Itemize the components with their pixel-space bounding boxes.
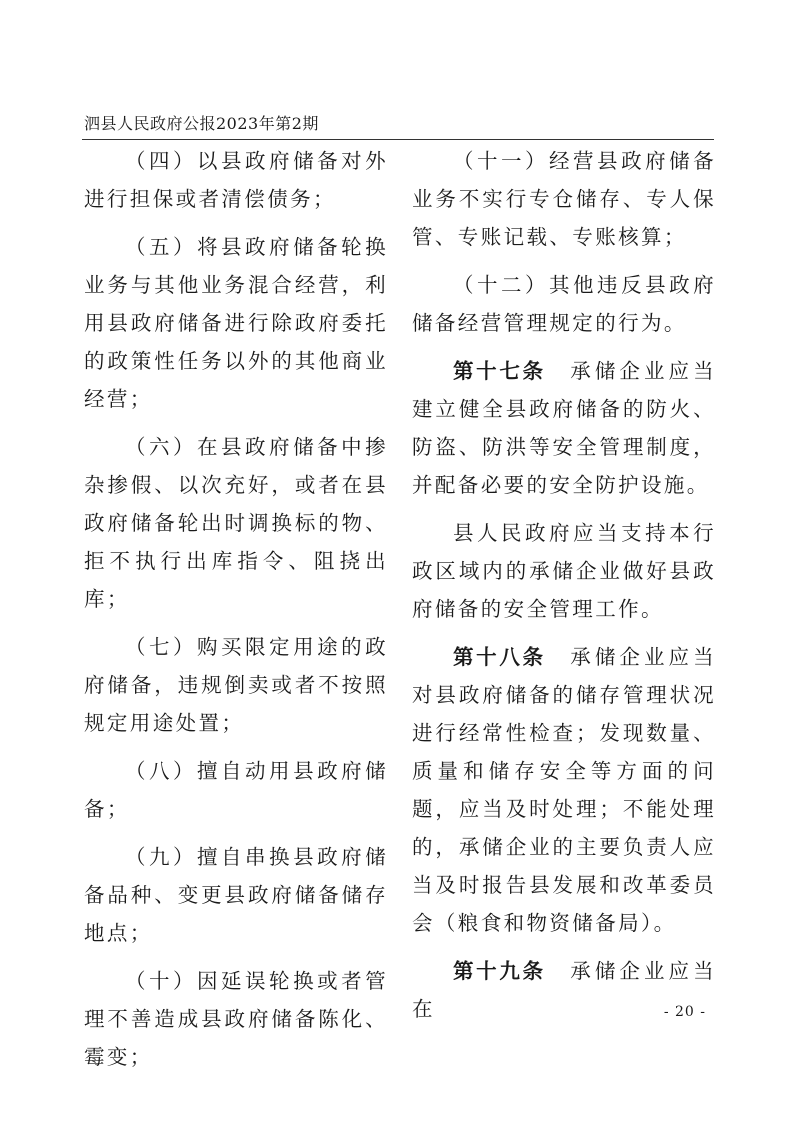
right-column — [412, 142, 716, 1038]
paragraph: （四）以县政府储备对外进行担保或者清偿债务； — [84, 149, 388, 211]
article-heading: 第十九条 — [453, 959, 546, 983]
article-heading: 第十八条 — [453, 645, 546, 669]
page-number: - 20 - — [663, 1004, 706, 1020]
paragraph — [412, 142, 716, 256]
paragraph: （七）购买限定用途的政府储备，违规倒卖或者不按照规定用途处置； — [84, 635, 388, 735]
paragraph-text: 承储企业应当对县政府储备的储存管理状况进行经常性检查；发现数量、质量和储存安全等方面的问题，应当及时处理；不能处理的，承储企业的主要负责人应当及时报告县发展和改革委员会（粮食和物资储备局）。 — [412, 645, 717, 935]
paragraph: （九）擅自串换县政府储备品种、变更县政府储备储存地点； — [84, 845, 388, 945]
article-paragraph — [412, 352, 716, 504]
paragraph: （五）将县政府储备轮换业务与其他业务混合经营，利用县政府储备进行除政府委托的政策性任务以外的其他商业经营； — [84, 235, 388, 411]
header-divider — [82, 139, 714, 140]
paragraph: （八）擅自动用县政府储备； — [84, 759, 388, 821]
paragraph-text: （十二）其他违反县政府储备经营管理规定的行为。 — [412, 273, 716, 335]
article-heading: 第十七条 — [453, 359, 546, 383]
left-column — [84, 142, 388, 1086]
paragraph — [412, 266, 716, 342]
paragraph-text: 承储企业应当在 — [412, 959, 717, 1021]
paragraph-text: 县人民政府应当支持本行政区域内的承储企业做好县政府储备的安全管理工作。 — [412, 521, 716, 621]
paragraph-text: 承储企业应当建立健全县政府储备的防火、防盗、防洪等安全管理制度，并配备必要的安全防护设施。 — [412, 359, 717, 497]
paragraph: （十）因延误轮换或者管理不善造成县政府储备陈化、霉变； — [84, 969, 388, 1069]
article-paragraph — [412, 638, 716, 942]
header-title: 泗县人民政府公报2023年第2期 — [84, 114, 319, 133]
paragraph: （六）在县政府储备中掺杂掺假、以次充好，或者在县政府储备轮出时调换标的物、拒不执行出库指令、阻挠出库； — [84, 435, 388, 611]
paragraph-text: （十一）经营县政府储备业务不实行专仓储存、专人保管、专账记载、专账核算； — [412, 149, 716, 249]
paragraph — [412, 514, 716, 628]
